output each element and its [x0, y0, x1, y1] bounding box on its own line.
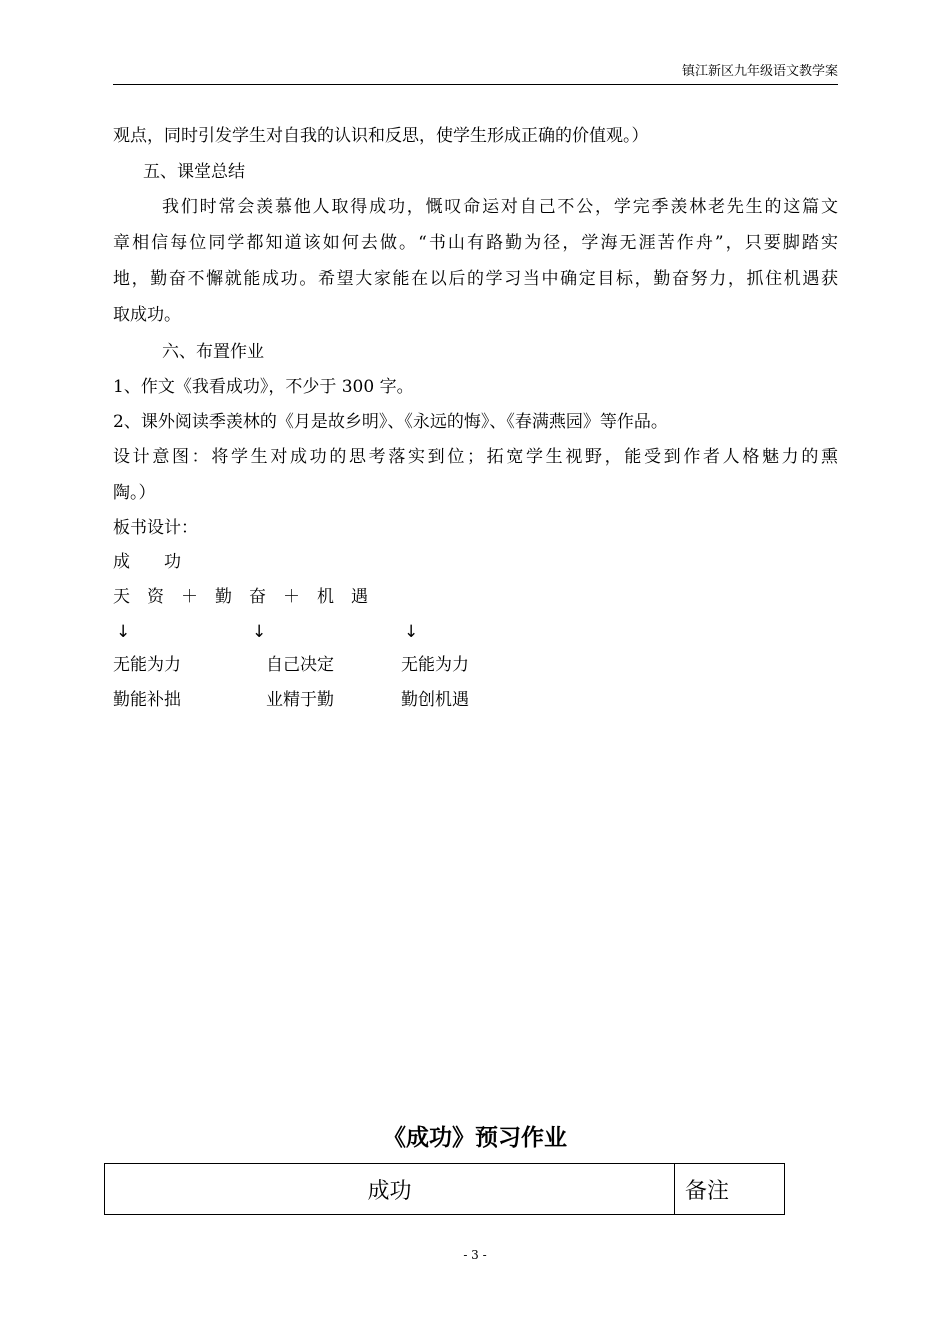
board-cell: 勤能补拙 — [113, 690, 181, 710]
down-arrow-icon: ↓ — [252, 622, 267, 642]
board-cell: 业精于勤 — [266, 690, 334, 710]
paragraph-line: 章相信每位同学都知道该如何去做。“书山有路勤为径，学海无涯苦作舟”，只要脚踏实 — [113, 233, 838, 253]
down-arrow-icon: ↓ — [116, 622, 131, 642]
preview-table — [104, 1163, 785, 1215]
paragraph-line: 陶。） — [113, 483, 156, 503]
board-cell: 无能为力 — [113, 655, 181, 675]
board-design-label: 板书设计： — [113, 518, 198, 538]
section-heading: 五、课堂总结 — [143, 162, 245, 182]
preview-homework-title: 《成功》预习作业 — [383, 1124, 567, 1151]
board-cell: 勤创机遇 — [401, 690, 469, 710]
page-number: - 3 - — [463, 1248, 487, 1262]
paragraph-line: 取成功。 — [113, 305, 181, 325]
paragraph-line: 我们时常会羡慕他人取得成功，慨叹命运对自己不公，学完季羡林老先生的这篇文 — [162, 197, 838, 217]
paragraph-line: 地，勤奋不懈就能成功。希望大家能在以后的学习当中确定目标，勤奋努力，抓住机遇获 — [113, 269, 838, 289]
paragraph-line: 设计意图：将学生对成功的思考落实到位；拓宽学生视野，能受到作者人格魅力的熏 — [113, 447, 838, 467]
board-cell: 自己决定 — [266, 655, 334, 675]
homework-item: 1、作文《我看成功》，不少于 300 字。 — [113, 377, 414, 397]
paragraph-line: 观点，同时引发学生对自我的认识和反思，使学生形成正确的价值观。） — [113, 126, 649, 146]
board-formula: 天 资 ＋ 勤 奋 ＋ 机 遇 — [113, 587, 368, 607]
board-title: 成 功 — [113, 552, 181, 572]
section-heading: 六、布置作业 — [162, 342, 264, 362]
table-cell-success: 成功 — [105, 1164, 675, 1215]
homework-item: 2、课外阅读季羡林的《月是故乡明》、《永远的悔》、《春满燕园》等作品。 — [113, 412, 668, 432]
down-arrow-icon: ↓ — [404, 622, 419, 642]
table-cell-notes: 备注 — [675, 1164, 785, 1215]
board-cell: 无能为力 — [401, 655, 469, 675]
table-row — [105, 1164, 785, 1215]
page-header: 镇江新区九年级语文教学案 — [113, 62, 838, 85]
